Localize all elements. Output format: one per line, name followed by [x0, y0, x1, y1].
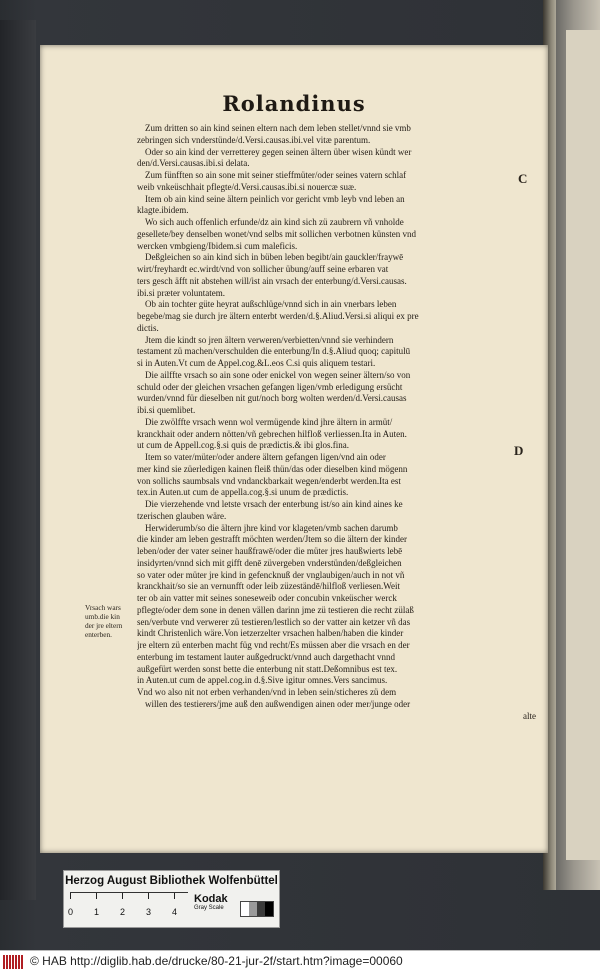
text-line: tzerischen glauben wäre. — [137, 510, 227, 521]
next-page-surface — [566, 30, 600, 860]
text-line: ibi.si præter voluntatem. — [137, 287, 225, 298]
text-line: kindt Christenlich wäre.Von ietzerzelter vrsachen halben/haben die kinder — [137, 628, 404, 639]
text-line: so vater oder müter jre kind in gefencknuß der vnglaubigen/auch in not vñ — [137, 569, 405, 580]
margin-mark-d: D — [514, 443, 524, 458]
ruler-number: 2 — [120, 907, 126, 917]
text-line: Zum dritten so ain kind seinen eltern nach dem leben stellet/vnnd sie vmb — [145, 123, 411, 133]
text-line: enterbung im testament lauter außgedruckt/vnnd auch dargethacht vnnd — [137, 651, 395, 662]
text-line: Jtem die kindt so jren ältern verweren/verbietten/vnnd sie verhindern — [145, 334, 394, 345]
text-line: Zum fünfften so ain sone mit seiner stieffmüter/oder seines vatern schlaf — [145, 170, 407, 180]
text-line: von sollichs saumbsals vnd vndanckbarkait wegen/enderbt werden.Ita est — [137, 475, 401, 486]
marginal-note — [85, 603, 137, 639]
text-line: klagte.ibidem. — [137, 205, 189, 216]
marginal-note-line: umb.die kin — [85, 612, 120, 621]
text-line: kranckhait/so sie an vernunfft oder leib züzeständē/hilfloß verliesen.Weit — [137, 581, 401, 592]
marginal-note-line: enterben. — [85, 630, 112, 639]
text-line: weib vnkeüschhait pflegte/d.Versi.causas.ibi.si nouercæ suæ. — [137, 181, 357, 192]
text-line: Deßgleichen so ain kind sich in büben leben begibt/ain gauckler/fraywē — [145, 252, 404, 263]
library-label-title: Herzog August Bibliothek Wolfenbüttel — [65, 875, 278, 887]
text-line: wercken vmbgieng/Ibidem.si cum maleficis. — [137, 240, 298, 251]
text-line: Ob ain tochter güte heyrat außschlüge/vnnd sich in ain vnerbars leben — [145, 299, 397, 310]
text-line: jre eltern zü enterben macht füg vnd recht/Es müssen aber die vrsach en der — [137, 640, 410, 650]
footer-bar — [0, 950, 600, 973]
text-line: Die vierzehende vnd letste vrsach der enterbung ist/so ain kind aines ke — [145, 499, 403, 509]
ruler-number: 1 — [94, 907, 100, 917]
text-line: alte — [523, 710, 536, 721]
previous-page-edge — [0, 20, 36, 900]
text-line: Die ailffte vrsach so ain sone oder enickel von wegen seiner ältern/so von — [145, 369, 411, 380]
scale-ruler — [70, 892, 188, 925]
text-line: ut cum de Appell.cog.§.si quis de prædictis.& ibi glos.fina. — [137, 440, 349, 451]
ruler-number: 4 — [172, 907, 178, 917]
text-line: die kinder am leben gestrafft möchten werden/Jtem so die ältern der kinder — [137, 534, 407, 545]
text-line: mer kind sie züerledigen kainen fleiß thün/das oder dieselben kind mögenn — [137, 463, 408, 474]
text-line: wirt/freyhardt ec.wirdt/vnd von sollicher übung/auff seine erbaren vat — [137, 264, 389, 274]
text-line: wurden/vnnd für dieselben nit gut/noch borg wolten werden/d.Versi.causas — [137, 393, 407, 404]
body-text — [137, 123, 536, 722]
text-line: Vnd wo also nit not erben verhanden/vnd in leben sein/sticheres zü dem — [137, 687, 397, 697]
text-line: sen/verbute vnd verwerer zü testieren/lestlich so der vatter ain ketzer vñ das — [137, 616, 411, 627]
text-line: Die zwölffte vrsach wenn wol vermügende kind jhre ältern in armüt/ — [145, 416, 393, 427]
ruler-number: 3 — [146, 907, 152, 917]
text-line: willen des testierers/jme auß den außwendigen ainen oder mer/junge oder — [145, 698, 411, 709]
gray-scale-patches — [240, 901, 274, 917]
text-line: kranckhait oder andern nötten/vñ gebrechen hilfloß verliessen.Ita in Auten. — [137, 428, 407, 439]
text-line: den/d.Versi.causas.ibi.si delata. — [137, 158, 250, 169]
text-line: pflegte/oder dem sone in denen vällen darinn jme zü testieren die recht zülaß — [137, 604, 414, 615]
text-line: Item ob ain kind seine ältern peinlich vor gericht vmb leyb vnd leben an — [145, 193, 405, 204]
marginal-note-line: der jre eltern — [85, 621, 123, 630]
text-line: schuld oder der gleichen vrsachen gefangen ligen/vmb erledigung ersücht — [137, 381, 403, 392]
hab-logo-icon — [3, 955, 23, 969]
text-line: Oder so ain kind der verretterey gegen seinen ältern über wisen kündt wer — [145, 146, 412, 157]
running-head: Rolandinus — [222, 91, 366, 116]
text-line: begebe/mag sie durch jre ältern enterbt werden/d.§.Aliud.Versi.si aliqui ex pre — [137, 311, 419, 321]
margin-mark-c: C — [518, 171, 528, 186]
text-line: leben/oder der vater seiner haußfrawē/oder die müter jres haußwierts lebē — [137, 546, 403, 556]
text-line: ter ob ain vatter mit seines soneseweib oder concubin vnkeüscher werck — [137, 593, 397, 603]
scanned-page — [40, 45, 548, 853]
text-line: zebringen sich vnderstünde/d.Versi.causas.ibi.vel vitæ parentum. — [137, 134, 371, 145]
footer-url-text[interactable]: © HAB http://diglib.hab.de/drucke/80-21-jur-2f/start.htm?image=00060 — [30, 954, 403, 968]
text-line: si in Auten.Vt cum de Appel.cog.&L.eos C.si quis aliquem testari. — [137, 358, 376, 368]
text-line: gesellete/bey denselben wonet/vnd selbs mit sollichen verbotnen künsten vnd — [137, 228, 416, 239]
text-line: dictis. — [137, 322, 159, 333]
kodak-brand: Kodak — [194, 893, 228, 905]
text-line: außgefürt werden sonst bette die enterbung nit statt.Deßomnibus est tex. — [137, 663, 398, 674]
text-line: ibi.si quemlibet. — [137, 405, 196, 415]
kodak-subtitle: Gray Scale — [194, 905, 224, 911]
text-line: Item so vater/müter/oder andere ältern gefangen ligen/vnd ain oder — [145, 452, 386, 462]
text-line: testament zü machen/verschulden die enterbung/In d.§.Aliud quoq; capitulū — [137, 346, 411, 357]
text-line: Wo sich auch offenlich erfunde/dz ain kind sich zü zaubrern vñ vnholde — [145, 217, 404, 227]
text-line: Herwiderumb/so die ältern jhre kind vor klageten/vmb sachen darumb — [145, 522, 398, 533]
text-line: ters gesch äfft nit abstehen will/ist ain vrsach der enterbung/d.Versi.causas. — [137, 275, 407, 286]
marginal-note-line: Vrsach wars — [85, 603, 121, 612]
text-line: tex.in Auten.ut cum de appella.cog.§.si unum de prædictis. — [137, 487, 349, 498]
text-line: insidyrten/vnnd sich mit gifft denē züvergeben vnderstünden/deßgleichen — [137, 557, 402, 568]
kodak-gray-scale — [194, 893, 238, 911]
library-label — [63, 870, 280, 928]
text-line: in Auten.ut cum de appel.cog.in d.§.Sive igitur omnes.Vers sancimus. — [137, 675, 388, 686]
ruler-number: 0 — [68, 907, 74, 917]
